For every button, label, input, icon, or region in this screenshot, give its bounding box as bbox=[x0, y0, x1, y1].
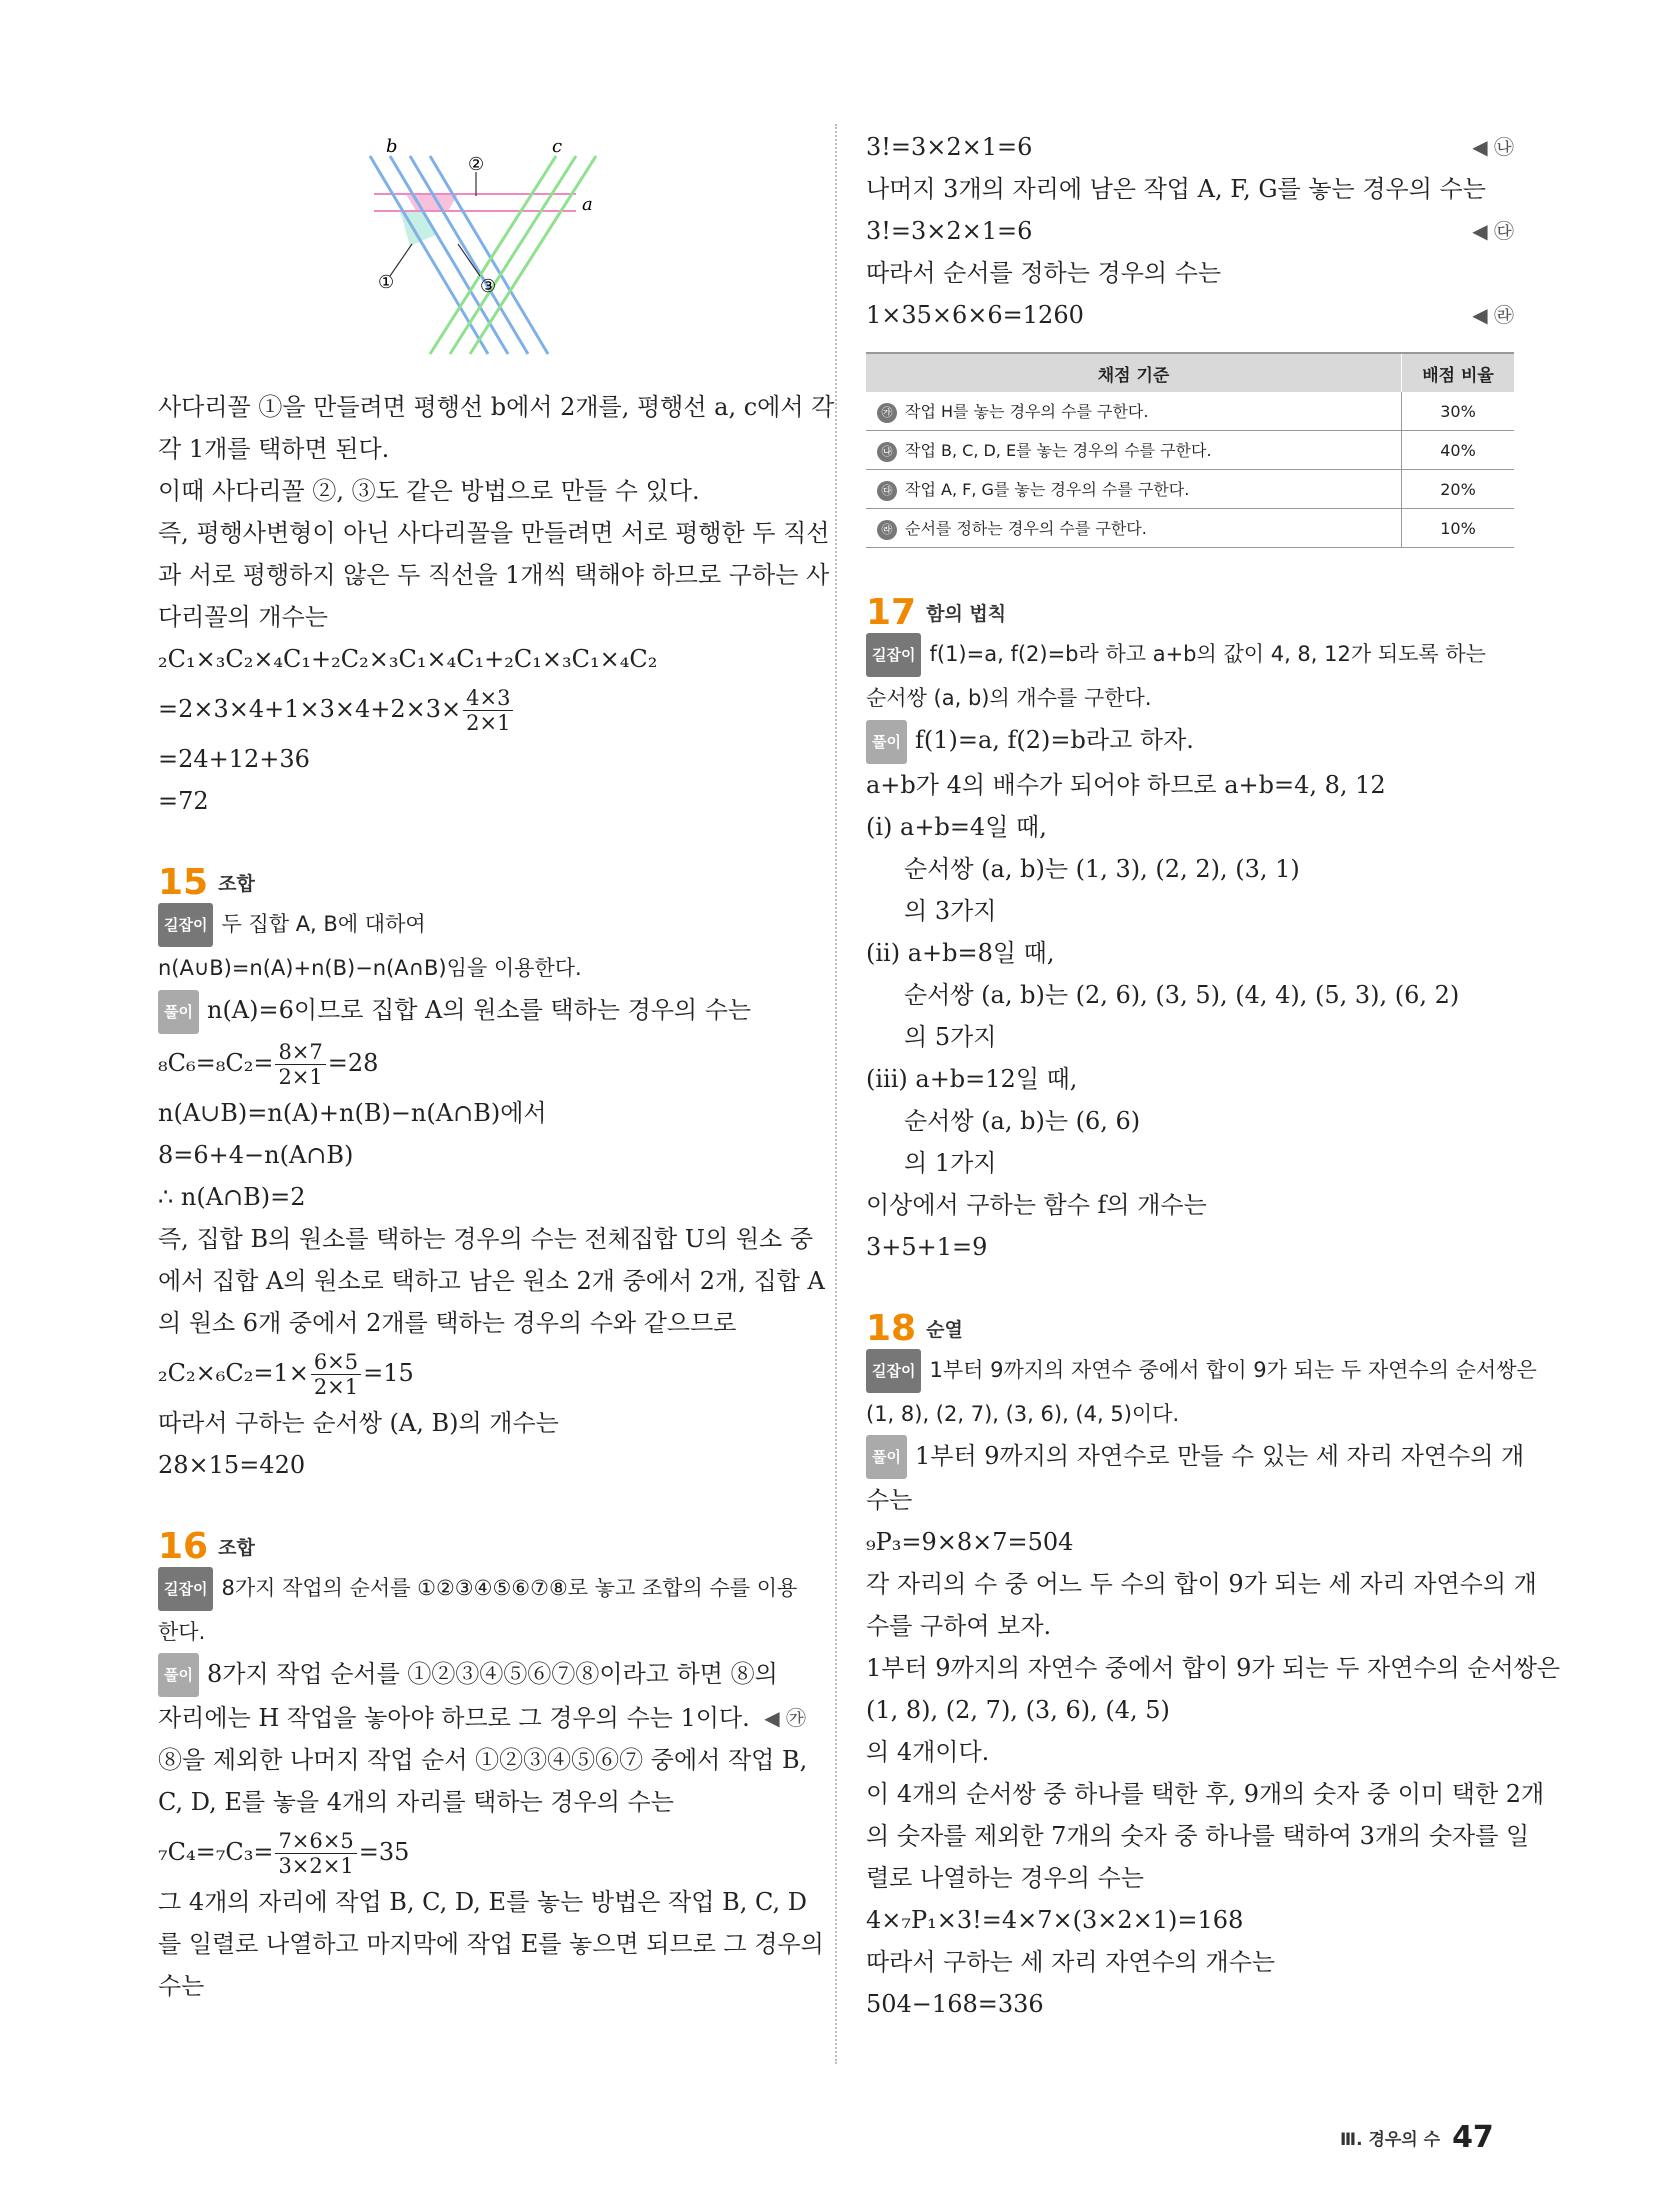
solution-badge: 풀이 bbox=[866, 720, 907, 764]
step-marker: ◀ ㉰ bbox=[1472, 219, 1514, 243]
table-row: ㉯ 작업 B, C, D, E를 놓는 경우의 수를 구한다. 40% bbox=[866, 431, 1514, 470]
text-line: 다리꼴의 개수는 bbox=[158, 603, 328, 631]
text-line: 사다리꼴 ①을 만들려면 평행선 b에서 2개를, 평행선 a, c에서 각 bbox=[158, 393, 835, 421]
text-line: (1, 8), (2, 7), (3, 6), (4, 5) bbox=[866, 1696, 1170, 1724]
solution-line: 풀이 1부터 9까지의 자연수로 만들 수 있는 세 자리 자연수의 개 bbox=[866, 1435, 1514, 1480]
line-c-label: c bbox=[552, 136, 563, 157]
guide-line: 순서쌍 (a, b)의 개수를 구한다. bbox=[866, 686, 1152, 710]
text-line: 수를 구하여 보자. bbox=[866, 1612, 1052, 1640]
step-marker: ㉱ bbox=[877, 520, 897, 540]
text-line: 렬로 나열하는 경우의 수는 bbox=[866, 1864, 1144, 1892]
fraction: $\frac{8\times 7}{2\times 1}$ bbox=[275, 1040, 325, 1089]
text-line: 504−168=336 bbox=[866, 1990, 1044, 2018]
formula-line: =2×3×4+1×3×4+2×3× $\frac{4\times 3}{2\times 1}$ bbox=[158, 680, 806, 738]
text-line: 과 서로 평행하지 않은 두 직선을 1개씩 택해야 하므로 구하는 사 bbox=[158, 561, 830, 589]
guide-badge: 길잡이 bbox=[866, 633, 921, 677]
scoring-table bbox=[866, 352, 1514, 548]
page-footer bbox=[1340, 2120, 1494, 2155]
text-line: (iii) a+b=12일 때, bbox=[866, 1064, 1078, 1093]
text-line: C, D, E를 놓을 4개의 자리를 택하는 경우의 수는 bbox=[158, 1788, 674, 1816]
text-line: 즉, 집합 B의 원소를 택하는 경우의 수는 전체집합 U의 원소 중 bbox=[158, 1224, 814, 1253]
text-line: 8=6+4−n(A∩B) bbox=[158, 1140, 354, 1169]
formula-line: ₂C₁×₃C₂×₄C₁+₂C₂×₃C₁×₄C₁+₂C₁×₃C₁×₄C₂ bbox=[158, 645, 658, 673]
fraction: $\frac{6\times 5}{2\times 1}$ bbox=[311, 1350, 361, 1399]
text-line: 각 1개를 택하면 된다. bbox=[158, 435, 390, 463]
text-line: 순서쌍 (a, b)는 (2, 6), (3, 5), (4, 4), (5, 3), (6, 2) bbox=[904, 980, 1460, 1009]
trapezoid-2-label: ② bbox=[468, 154, 485, 175]
step-marker: ㉰ bbox=[877, 481, 897, 501]
formula-line: =72 bbox=[158, 787, 209, 815]
text-line: ⑧을 제외한 나머지 작업 순서 ①②③④⑤⑥⑦ 중에서 작업 B, bbox=[158, 1746, 808, 1774]
fraction: $\frac{4\times 3}{2\times 1}$ bbox=[463, 686, 513, 735]
chapter-label: Ⅲ. 경우의 수 bbox=[1340, 2130, 1441, 2150]
column-divider bbox=[835, 124, 837, 2064]
line-b-label: b bbox=[386, 136, 398, 157]
text-line: 를 일렬로 나열하고 마지막에 작업 E를 놓으면 되므로 그 경우의 bbox=[158, 1930, 824, 1958]
text-line: 따라서 순서를 정하는 경우의 수는 bbox=[866, 259, 1222, 287]
table-header: 채점 기준 bbox=[866, 353, 1402, 392]
right-column bbox=[866, 126, 1561, 2025]
text-line: 각 자리의 수 중 어느 두 수의 합이 9가 되는 세 자리 자연수의 개 bbox=[866, 1570, 1537, 1598]
guide-badge: 길잡이 bbox=[158, 1567, 213, 1611]
step-marker: ㉮ bbox=[877, 403, 897, 423]
table-row: ㉮ 작업 H를 놓는 경우의 수를 구한다. 30% bbox=[866, 392, 1514, 431]
text-line: 이상에서 구하는 함수 f의 개수는 bbox=[866, 1190, 1207, 1219]
guide-line: 길잡이 두 집합 A, B에 대하여 bbox=[158, 903, 806, 947]
formula-line: ₈C₆=₈C₂= $\frac{8\times 7}{2\times 1}$ =28 bbox=[158, 1039, 379, 1089]
parallel-lines-figure bbox=[158, 126, 806, 366]
text-line: 1부터 9까지의 자연수 중에서 합이 9가 되는 두 자연수의 순서쌍은 bbox=[866, 1654, 1561, 1682]
text-line: 자리에는 H 작업을 놓아야 하므로 그 경우의 수는 1이다. ◀ ㉮ bbox=[158, 1697, 806, 1739]
page-number: 47 bbox=[1452, 2120, 1494, 2155]
guide-line: 길잡이 f(1)=a, f(2)=b라 하고 a+b의 값이 4, 8, 12가 되도록 하는 bbox=[866, 633, 1514, 677]
text-line: (ii) a+b=8일 때, bbox=[866, 938, 1055, 967]
guide-badge: 길잡이 bbox=[158, 903, 213, 947]
line-a-label: a bbox=[582, 194, 593, 215]
text-line: 4×₇P₁×3!=4×7×(3×2×1)=168 bbox=[866, 1906, 1244, 1934]
text-line: 따라서 구하는 순서쌍 (A, B)의 개수는 bbox=[158, 1408, 559, 1437]
step-marker: ◀ ㉱ bbox=[1472, 303, 1514, 327]
text-line: 28×15=420 bbox=[158, 1450, 306, 1479]
table-row: ㉱ 순서를 정하는 경우의 수를 구한다. 10% bbox=[866, 509, 1514, 548]
text-line: n(A∪B)=n(A)+n(B)−n(A∩B)에서 bbox=[158, 1098, 547, 1127]
text-line: ₉P₃=9×8×7=504 bbox=[866, 1528, 1074, 1556]
text-line: a+b가 4의 배수가 되어야 하므로 a+b=4, 8, 12 bbox=[866, 770, 1386, 799]
text-line: ∴ n(A∩B)=2 bbox=[158, 1182, 306, 1211]
table-row: ㉰ 작업 A, F, G를 놓는 경우의 수를 구한다. 20% bbox=[866, 470, 1514, 509]
guide-line: 한다. bbox=[158, 1619, 206, 1644]
section-16-header: 16 조합 bbox=[158, 1525, 255, 1567]
table-header: 배점 비율 bbox=[1402, 353, 1515, 392]
guide-line: 길잡이 1부터 9까지의 자연수 중에서 합이 9가 되는 두 자연수의 순서쌍은 bbox=[866, 1349, 1514, 1393]
formula-line: 3!=3×2×1=6 ◀ ㉯ bbox=[866, 126, 1514, 168]
solution-badge: 풀이 bbox=[866, 1435, 907, 1479]
text-line: 순서쌍 (a, b)는 (6, 6) bbox=[904, 1106, 1141, 1135]
text-line: 이 4개의 순서쌍 중 하나를 택한 후, 9개의 숫자 중 이미 택한 2개 bbox=[866, 1780, 1545, 1808]
solution-badge: 풀이 bbox=[158, 1653, 199, 1697]
text-line: 3+5+1=9 bbox=[866, 1232, 988, 1261]
text-line: 그 4개의 자리에 작업 B, C, D, E를 놓는 방법은 작업 B, C, D bbox=[158, 1888, 807, 1916]
text-line: 의 숫자를 제외한 7개의 숫자 중 하나를 택하여 3개의 숫자를 일 bbox=[866, 1822, 1530, 1850]
text-line: 의 1가지 bbox=[904, 1148, 997, 1177]
guide-line: 길잡이 8가지 작업의 순서를 ①②③④⑤⑥⑦⑧로 놓고 조합의 수를 이용 bbox=[158, 1567, 806, 1611]
text-line: 수는 bbox=[158, 1972, 205, 2000]
section-15-header: 15 조합 bbox=[158, 862, 255, 903]
step-marker: ◀ ㉮ bbox=[764, 1706, 806, 1730]
guide-line: n(A∪B)=n(A)+n(B)−n(A∩B)임을 이용한다. bbox=[158, 956, 582, 980]
text-line: 의 5가지 bbox=[904, 1022, 997, 1051]
formula-line: =24+12+36 bbox=[158, 745, 310, 773]
section-17-header: 17 함의 법칙 bbox=[866, 592, 1007, 633]
text-line: 이때 사다리꼴 ②, ③도 같은 방법으로 만들 수 있다. bbox=[158, 477, 700, 505]
trapezoid-1-label: ① bbox=[378, 272, 395, 293]
text-line: 따라서 구하는 세 자리 자연수의 개수는 bbox=[866, 1948, 1276, 1976]
step-marker: ◀ ㉯ bbox=[1472, 135, 1514, 159]
text-line: (i) a+b=4일 때, bbox=[866, 812, 1047, 841]
guide-line: (1, 8), (2, 7), (3, 6), (4, 5)이다. bbox=[866, 1401, 1180, 1426]
text-line: 의 원소 6개 중에서 2개를 택하는 경우의 수와 같으므로 bbox=[158, 1308, 737, 1337]
solution-line: 풀이 8가지 작업 순서를 ①②③④⑤⑥⑦⑧이라고 하면 ⑧의 bbox=[158, 1653, 806, 1698]
text-line: 수는 bbox=[866, 1486, 913, 1514]
text-line: 의 3가지 bbox=[904, 896, 997, 925]
trapezoid-diagram bbox=[158, 126, 806, 366]
solution-line: 풀이 f(1)=a, f(2)=b라고 하자. bbox=[866, 719, 1514, 764]
formula-line: 1×35×6×6=1260 ◀ ㉱ bbox=[866, 294, 1514, 336]
formula-line: ₇C₄=₇C₃= $\frac{7\times 6\times 5}{3\times 2\times 1}$ =35 bbox=[158, 1829, 410, 1878]
step-marker: ㉯ bbox=[877, 442, 897, 462]
section-18-header: 18 순열 bbox=[866, 1307, 963, 1349]
formula-line: ₂C₂×₆C₂=1× $\frac{6\times 5}{2\times 1}$ =15 bbox=[158, 1349, 414, 1399]
text-line: 에서 집합 A의 원소로 택하고 남은 원소 2개 중에서 2개, 집합 A bbox=[158, 1266, 825, 1295]
text-line: 순서쌍 (a, b)는 (1, 3), (2, 2), (3, 1) bbox=[904, 854, 1300, 883]
formula-line: 3!=3×2×1=6 ◀ ㉰ bbox=[866, 210, 1514, 252]
solution-line: 풀이 n(A)=6이므로 집합 A의 원소를 택하는 경우의 수는 bbox=[158, 989, 806, 1034]
text-line: 의 4개이다. bbox=[866, 1738, 990, 1766]
text-line: 즉, 평행사변형이 아닌 사다리꼴을 만들려면 서로 평행한 두 직선 bbox=[158, 519, 830, 547]
fraction: $\frac{7\times 6\times 5}{3\times 2\times 1}$ bbox=[275, 1829, 356, 1878]
trapezoid-3-label: ③ bbox=[480, 276, 497, 297]
left-column bbox=[158, 126, 835, 2007]
solution-badge: 풀이 bbox=[158, 990, 199, 1034]
text-line: 나머지 3개의 자리에 남은 작업 A, F, G를 놓는 경우의 수는 bbox=[866, 175, 1486, 203]
guide-badge: 길잡이 bbox=[866, 1349, 921, 1393]
